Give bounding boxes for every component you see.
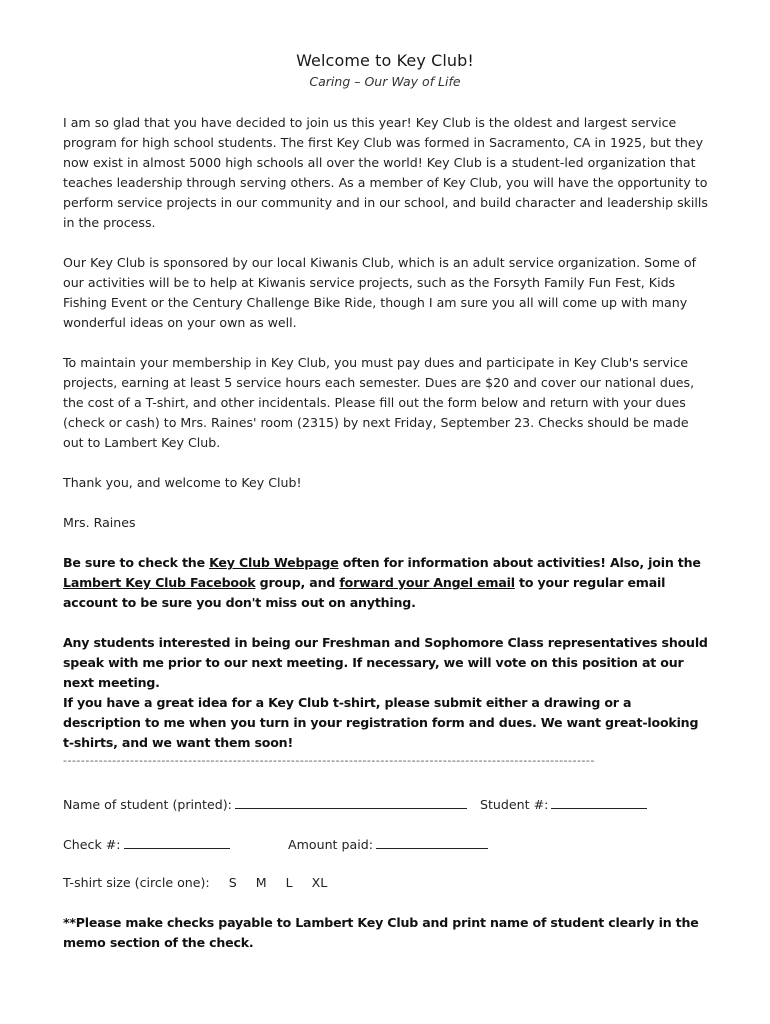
- size-option-m[interactable]: M: [255, 875, 267, 890]
- page-subtitle: Caring – Our Way of Life: [309, 74, 461, 89]
- amount-paid-blank[interactable]: [376, 835, 488, 849]
- page-title: Welcome to Key Club!: [296, 51, 474, 70]
- intro-paragraph: I am so glad that you have decided to join us this year! Key Club is the oldest and largest service program for high school students. The first Key Club was formed in Sacramento, CA in 1925, but they now exist in almost 5000 high schools all over the world! Key Club is a student-led organization that teaches leadership through serving others. As a member of Key Club, you will have the opportunity to perform service projects in our community and in our school, and build character and leadership skills in the process.: [63, 115, 708, 230]
- note-text: to your regular email account to be sure you don't miss out on anything.: [63, 575, 666, 610]
- size-option-l[interactable]: L: [285, 875, 293, 890]
- student-name-field[interactable]: [63, 795, 467, 812]
- tshirt-size-field: [63, 875, 327, 890]
- student-number-field[interactable]: [480, 795, 647, 812]
- note-text: often for information about activities! Also, join the: [342, 555, 701, 570]
- note-text: Be sure to check the: [63, 555, 205, 570]
- student-number-blank[interactable]: [551, 795, 647, 809]
- student-name-blank[interactable]: [235, 795, 467, 809]
- amount-paid-label: Amount paid:: [288, 837, 373, 852]
- thanks-line: Thank you, and welcome to Key Club!: [63, 475, 302, 490]
- student-name-label: Name of student (printed):: [63, 797, 232, 812]
- check-number-field[interactable]: [63, 835, 230, 852]
- tshirt-design-note: If you have a great idea for a Key Club t-shirt, please submit either a drawing or a description to me when you turn in your registration form and dues. We want great-looking t-shirts, and we want them soon!: [63, 695, 699, 750]
- webpage-note: [63, 553, 713, 613]
- size-option-xl[interactable]: XL: [311, 875, 328, 890]
- class-reps-note: Any students interested in being our Freshman and Sophomore Class representatives should speak with me prior to our next meeting. If necessary, we will vote on this position at our next meeting.: [63, 635, 708, 690]
- key-club-webpage-link[interactable]: Key Club Webpage: [209, 555, 339, 570]
- signature-line: Mrs. Raines: [63, 515, 136, 530]
- cut-line-separator: -----------------------------------------------------------------------------------------------------------------------: [63, 754, 595, 767]
- payment-footnote: **Please make checks payable to Lambert Key Club and print name of student clearly in the memo section of the check.: [63, 915, 699, 950]
- student-number-label: Student #:: [480, 797, 549, 812]
- check-number-label: Check #:: [63, 837, 121, 852]
- check-number-blank[interactable]: [124, 835, 230, 849]
- sponsor-paragraph: Our Key Club is sponsored by our local Kiwanis Club, which is an adult service organization. Some of our activities will be to help at Kiwanis service projects, such as the Forsyth Family Fun Fest, Kids Fishing Event or the Century Challenge Bike Ride, though I am sure you all will come up with many wonderful ideas on your own as well.: [63, 255, 697, 330]
- note-text: group, and: [259, 575, 336, 590]
- amount-paid-field[interactable]: [288, 835, 488, 852]
- tshirt-size-label: T-shirt size (circle one):: [63, 875, 210, 890]
- forward-email-link[interactable]: forward your Angel email: [339, 575, 515, 590]
- size-option-s[interactable]: S: [228, 875, 237, 890]
- facebook-group-link[interactable]: Lambert Key Club Facebook: [63, 575, 256, 590]
- membership-paragraph: To maintain your membership in Key Club, you must pay dues and participate in Key Club's service projects, earning at least 5 service hours each semester. Dues are $20 and cover our national dues, the cost of a T-shirt, and other incidentals. Please fill out the form below and return with your dues (check or cash) to Mrs. Raines' room (2315) by next Friday, September 23. Checks should be made out to Lambert Key Club.: [63, 355, 695, 450]
